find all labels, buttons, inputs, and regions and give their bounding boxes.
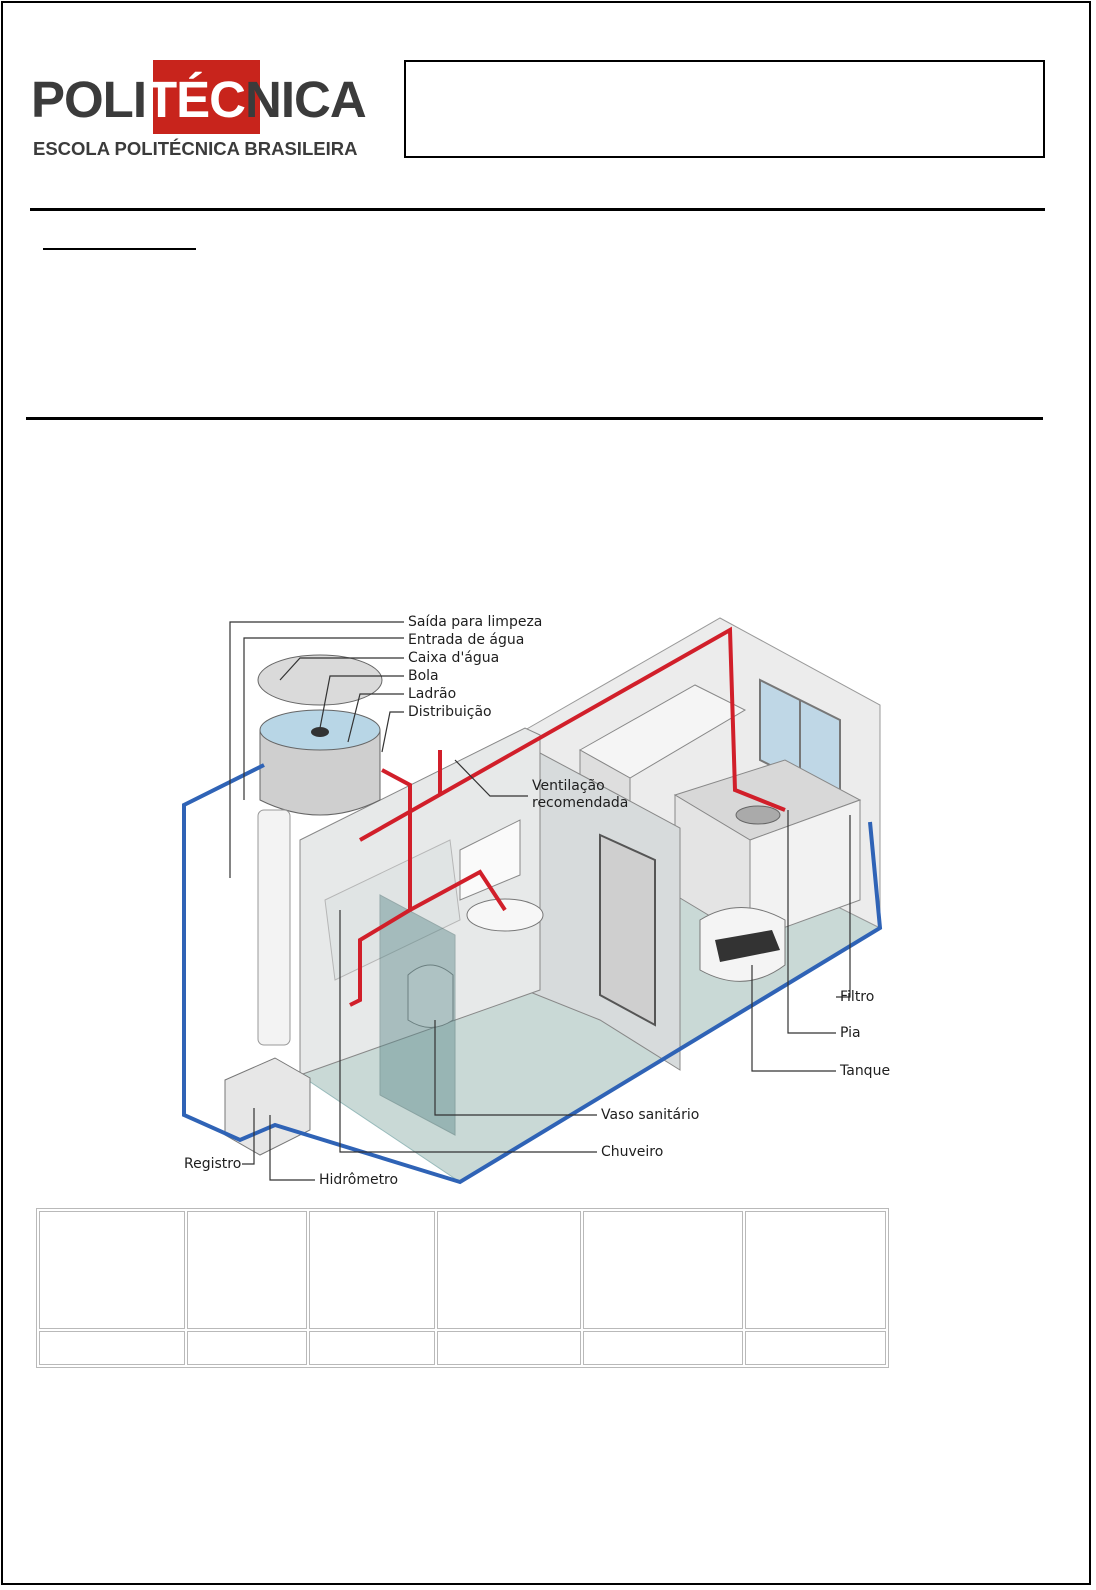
table-row [39, 1211, 886, 1329]
door [600, 835, 655, 1025]
table-cell [309, 1211, 435, 1329]
table-cell [437, 1211, 581, 1329]
empty-grid-table [36, 1208, 889, 1368]
label-registro: Registro [184, 1156, 242, 1172]
table-row [39, 1331, 886, 1365]
label-distribuicao: Distribuição [408, 704, 492, 720]
logo-subtitle: ESCOLA POLITÉCNICA BRASILEIRA [33, 138, 358, 159]
washbasin [467, 899, 543, 931]
section-underline [43, 248, 196, 250]
label-saida-limpeza: Saída para limpeza [408, 614, 543, 630]
logo-suffix: NICA [245, 71, 366, 128]
label-bola: Bola [408, 668, 439, 684]
table-cell [187, 1211, 307, 1329]
table-cell [437, 1331, 581, 1365]
logo-highlight: TÉC [146, 71, 246, 128]
pipe-shaft [258, 810, 290, 1045]
label-chuveiro: Chuveiro [601, 1144, 664, 1160]
logo-prefix: POLI [31, 71, 147, 128]
table-cell [745, 1211, 886, 1329]
label-ladrao: Ladrão [408, 686, 457, 702]
label-vaso-sanitario: Vaso sanitário [601, 1107, 700, 1123]
label-tanque: Tanque [840, 1063, 891, 1079]
label-entrada-agua: Entrada de água [408, 632, 525, 648]
label-hidrometro: Hidrômetro [319, 1172, 399, 1188]
plumbing-illustration [160, 610, 940, 1205]
shower-glass [380, 895, 455, 1135]
pia-sink [736, 806, 780, 824]
label-pia: Pia [840, 1025, 861, 1041]
table-cell [583, 1331, 743, 1365]
header-info-box [404, 60, 1045, 158]
bottom-divider [26, 417, 1043, 420]
logo-wordmark [31, 71, 366, 128]
table-cell [39, 1331, 185, 1365]
water-tank-lid [258, 655, 382, 705]
table-cell [309, 1331, 435, 1365]
plumbing-diagram [160, 610, 940, 1205]
table-cell [745, 1331, 886, 1365]
top-divider [30, 208, 1045, 211]
table-cell [583, 1211, 743, 1329]
politecnica-logo [31, 60, 397, 160]
table-cell [187, 1331, 307, 1365]
table-cell [39, 1211, 185, 1329]
label-filtro: Filtro [840, 989, 875, 1005]
label-caixa-agua: Caixa d'água [408, 650, 500, 666]
label-ventilacao: Ventilação recomendada [532, 778, 629, 811]
